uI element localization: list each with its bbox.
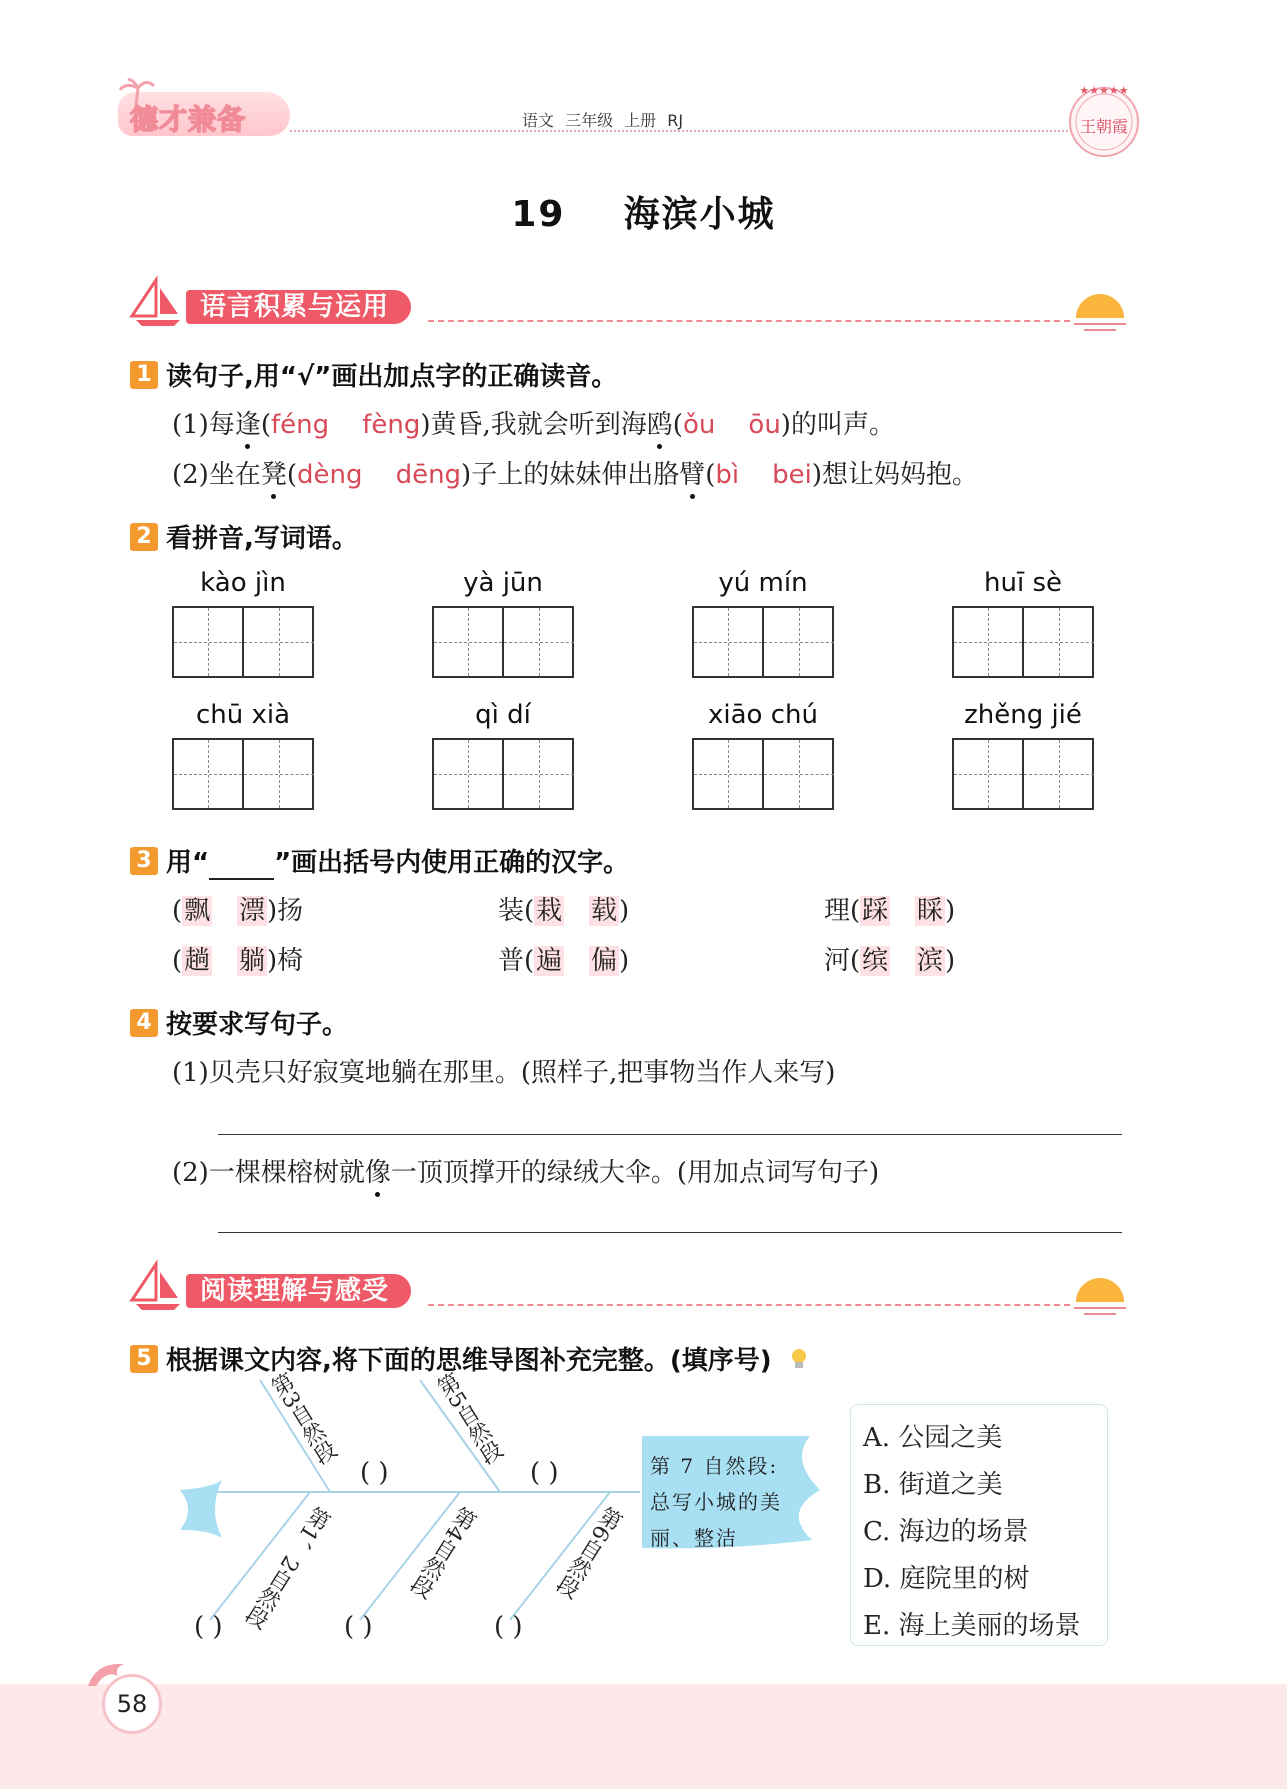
pinyin-label: xiāo chú (708, 700, 818, 730)
choice-item: 普(遍 偏) (498, 946, 630, 976)
writing-grid[interactable] (952, 606, 1094, 678)
section-header-reading (128, 1260, 1130, 1312)
question-1-sentence-2: (2)坐在凳(dèng dēng)子上的妹妹伸出胳臂(bì bei)想让妈妈抱。 (172, 454, 978, 491)
char-option[interactable]: 载 (590, 896, 617, 926)
lightbulb-icon (787, 1346, 811, 1372)
branch-label: 第1、2自然段 (239, 1501, 334, 1632)
question-number-badge: 3 (130, 847, 158, 875)
stamp-seal (1064, 80, 1144, 160)
option-c: C. 海边的场景 (863, 1517, 1029, 1547)
char-option[interactable]: 缤 (862, 946, 889, 976)
question-3-prompt: 3 用“_____”画出括号内使用正确的汉字。 (130, 842, 629, 879)
svg-text:★★★★★: ★★★★★ (1079, 84, 1129, 97)
char-option[interactable]: 漂 (238, 896, 265, 926)
question-number-badge: 2 (130, 523, 158, 551)
question-1-prompt: 1 读句子,用“√”画出加点字的正确读音。 (130, 356, 617, 393)
answer-line[interactable] (218, 1134, 1122, 1135)
question-number-badge: 5 (130, 1345, 158, 1373)
char-option[interactable]: 睬 (916, 896, 943, 926)
branch-label: 第5自然段 (430, 1369, 506, 1469)
sunset-icon (1070, 282, 1130, 334)
choice-item: 河(缤 滨) (824, 946, 956, 976)
pinyin-label: yà jūn (463, 568, 543, 598)
branch-label: 第4自然段 (404, 1501, 480, 1602)
char-option[interactable]: 趟 (184, 946, 211, 976)
sailboat-icon (128, 1260, 188, 1312)
sailboat-icon (128, 276, 188, 328)
footer-decoration (0, 1684, 1287, 1789)
question-4-prompt: 4 按要求写句子。 (130, 1004, 348, 1041)
writing-grid[interactable] (692, 606, 834, 678)
writing-grid[interactable] (432, 606, 574, 678)
char-option[interactable]: 滨 (916, 946, 943, 976)
pinyin-label: kào jìn (200, 568, 286, 598)
char-option[interactable]: 踩 (862, 896, 889, 926)
page-number: 58 (102, 1674, 162, 1734)
pinyin-option[interactable]: dēng (395, 460, 462, 490)
question-1-sentence-1: (1)每逢(féng fèng)黄昏,我就会听到海鸥(ǒu ōu)的叫声。 (172, 404, 895, 441)
writing-grid[interactable] (692, 738, 834, 810)
question-2-prompt: 2 看拼音,写词语。 (130, 518, 358, 555)
choice-item: 装(栽 载) (498, 896, 630, 926)
question-5-prompt: 5 根据课文内容,将下面的思维导图补充完整。(填序号) (130, 1340, 811, 1377)
subject-info: 语文 三年级 上册 RJ (522, 111, 684, 130)
choice-item: 理(踩 睬) (824, 896, 956, 926)
header-divider (290, 130, 1080, 132)
char-option[interactable]: 遍 (536, 946, 563, 976)
pinyin-label: zhěng jié (964, 700, 1082, 730)
question-number-badge: 4 (130, 1009, 158, 1037)
brand-text: 德才兼备 (130, 103, 247, 136)
char-option[interactable]: 栽 (536, 896, 563, 926)
pinyin-label: huī sè (984, 568, 1062, 598)
pinyin-label: chū xià (195, 700, 291, 730)
pinyin-option[interactable]: ōu (748, 410, 781, 440)
pinyin-option[interactable]: dèng (297, 460, 363, 490)
writing-grid[interactable] (432, 738, 574, 810)
choice-item: (飘 漂)扬 (172, 896, 304, 926)
pinyin-option[interactable]: féng (271, 410, 330, 440)
writing-grid[interactable] (172, 738, 314, 810)
option-e: E. 海上美丽的场景 (863, 1611, 1081, 1641)
pinyin-option[interactable]: bei (772, 460, 812, 490)
answer-blank[interactable]: ( ) (194, 1612, 223, 1642)
sunset-icon (1070, 1266, 1130, 1318)
option-d: D. 庭院里的树 (863, 1564, 1030, 1594)
option-b: B. 街道之美 (863, 1470, 1003, 1500)
pinyin-option[interactable]: fèng (362, 410, 421, 440)
writing-grid[interactable] (172, 606, 314, 678)
char-option[interactable]: 飘 (184, 896, 211, 926)
section-title: 语言积累与运用 (186, 290, 411, 324)
pinyin-option[interactable]: bì (715, 460, 740, 490)
question-4-sentence-2: (2)一棵棵榕树就像一顶顶撑开的绿绒大伞。(用加点词写句子) (172, 1152, 879, 1189)
brand-logo (118, 84, 290, 140)
option-a: A. 公园之美 (863, 1423, 1003, 1453)
answer-blank[interactable]: ( ) (344, 1612, 373, 1642)
answer-blank[interactable]: ( ) (494, 1612, 523, 1642)
char-option[interactable]: 躺 (238, 946, 265, 976)
lesson-number: 19 (511, 194, 566, 235)
char-option[interactable]: 偏 (590, 946, 617, 976)
answer-line[interactable] (218, 1232, 1122, 1233)
answer-blank[interactable]: ( ) (530, 1458, 559, 1488)
lesson-name: 海滨小城 (623, 194, 776, 235)
writing-grid[interactable] (952, 738, 1094, 810)
question-number-badge: 1 (130, 361, 158, 389)
fish-head-text: 第 7 自然段: 总写小城的美 丽、整洁 (650, 1454, 782, 1550)
pinyin-label: qì dí (475, 700, 531, 730)
svg-text:王朝霞: 王朝霞 (1079, 117, 1129, 136)
branch-label: 第3自然段 (264, 1369, 340, 1469)
answer-blank[interactable]: ( ) (360, 1458, 389, 1488)
choice-item: (趟 躺)椅 (172, 946, 304, 976)
pinyin-label: yú mín (718, 568, 808, 598)
lesson-title (0, 186, 1287, 237)
pinyin-option[interactable]: ǒu (682, 410, 716, 440)
section-header-language (128, 276, 1130, 328)
branch-label: 第6自然段 (550, 1501, 626, 1602)
fish-tail (180, 1480, 222, 1538)
section-title: 阅读理解与感受 (186, 1274, 411, 1308)
options-box (850, 1404, 1108, 1646)
question-4-sentence-1: (1)贝壳只好寂寞地躺在那里。(照样子,把事物当作人来写) (172, 1058, 836, 1088)
